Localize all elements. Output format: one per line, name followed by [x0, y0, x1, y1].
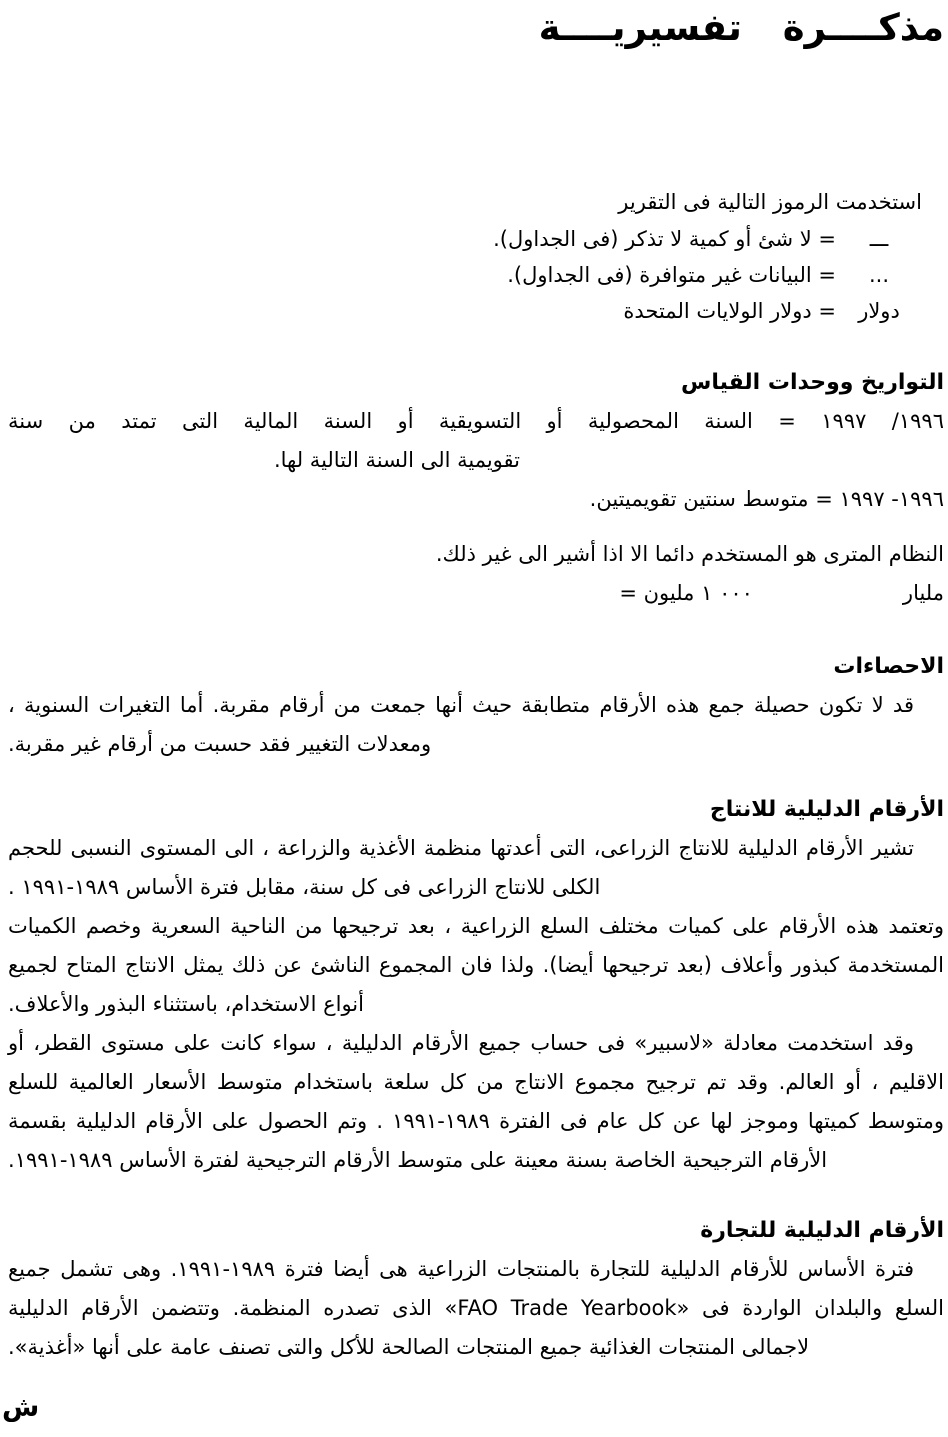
- trade-paragraph: فترة الأساس للأرقام الدليلية للتجارة بالمنتجات الزراعية هى أيضا فترة ١٩٨٩-١٩٩١. وهى تشمل جميع السلع والبلدان الواردة فى «FAO Trade Yearbook» الذى تصدره المنظمة. وتتضمن الأرقام الدليلية لاجمالى المنتجات الغذائية جميع المنتجات الصالحة للأكل والتى تصنف عامة على أنها «أغذية».: [8, 1257, 945, 1360]
- metric-value: = ٠٠٠ ١ مليون: [619, 581, 753, 606]
- symbol-definition: = لا شئ أو كمية لا تذكر (فى الجداول).: [493, 227, 836, 252]
- symbols-legend: [8, 184, 922, 329]
- signature-mark: ش: [2, 1392, 40, 1423]
- statistics-paragraph: قد لا تكون حصيلة جمع هذه الأرقام متطابقة حيث أنها جمعت من أرقام مقربة. أما التغيرات السنوية ، ومعدلات التغيير فقد حسبت من أرقام غير مقربة.: [8, 693, 914, 757]
- trade-index-section: [8, 1211, 944, 1367]
- production-index-section: [8, 790, 944, 1180]
- symbol-row: [8, 257, 922, 293]
- metric-term: مليار: [902, 581, 944, 606]
- section-heading-dates: التواريخ ووحدات القياس: [680, 370, 944, 396]
- symbol-glyph-dash: ـــ: [869, 227, 889, 252]
- dates-units-section: [8, 363, 944, 519]
- section-heading-statistics: الاحصاءات: [833, 654, 944, 680]
- page-title: مذكــــرة تفسيريــــة: [538, 6, 944, 49]
- production-paragraph: تشير الأرقام الدليلية للانتاج الزراعى، التى أعدتها منظمة الأغذية والزراعة ، الى المستوى النسبى للحجم الكلى للانتاج الزراعى فى كل سنة، مقابل فترة الأساس ١٩٨٩-١٩٩١ .: [8, 836, 914, 900]
- symbol-definition: = البيانات غير متوافرة (فى الجداول).: [507, 263, 836, 288]
- section-heading-trade-index: الأرقام الدليلية للتجارة: [700, 1218, 944, 1244]
- metric-system-section: [8, 535, 944, 613]
- metric-row: [8, 574, 944, 613]
- symbol-row: [8, 221, 922, 257]
- production-paragraph: وقد استخدمت معادلة «لاسبير» فى حساب جميع الأرقام الدليلية ، سواء كانت على مستوى القطر، أو الاقليم ، أو العالم. وقد تم ترجيح مجموع الانتاج من كل سلعة باستخدام متوسط الأسعار العالمية للسلع ومتوسط كميتها وموجز لها عن كل عام فى الفترة ١٩٨٩-١٩٩١ . وتم الحصول على الأرقام الدليلية بقسمة الأرقام الترجيحية الخاصة بسنة معينة على متوسط الأرقام الترجيحية لفترة الأساس ١٩٨٩-١٩٩١.: [8, 1031, 944, 1173]
- symbol-row: [8, 293, 922, 329]
- production-paragraph: وتعتمد هذه الأرقام على كميات مختلف السلع الزراعية ، بعد ترجيحها من الناحية السعرية وخصم الكميات المستخدمة كبذور وأعلاف (بعد ترجيحها أيضا). ولذا فان المجموع الناشئ عن ذلك يمثل الانتاج المتاح لجميع أنواع الاستخدام، باستثناء البذور والأعلاف.: [8, 914, 944, 1017]
- statistics-section: [8, 647, 944, 764]
- section-heading-production-index: الأرقام الدليلية للانتاج: [709, 797, 944, 823]
- metric-note: النظام المترى هو المستخدم دائما الا اذا أشير الى غير ذلك.: [435, 542, 944, 567]
- symbol-glyph-dollar: دولار: [858, 299, 900, 324]
- symbol-definition: = دولار الولايات المتحدة: [623, 299, 836, 324]
- dates-definition-line-1: ١٩٩٦/ ١٩٩٧ = السنة المحصولية أو التسويقية أو السنة المالية التى تمتد من سنة: [8, 409, 944, 434]
- symbols-intro: استخدمت الرموز التالية فى التقرير: [618, 190, 922, 215]
- symbol-glyph-dots: ...: [868, 263, 890, 288]
- dates-definition-line-3: ١٩٩٦- ١٩٩٧ = متوسط سنتين تقويميتين.: [589, 487, 944, 512]
- dates-definition-line-2: تقويمية الى السنة التالية لها.: [273, 448, 520, 473]
